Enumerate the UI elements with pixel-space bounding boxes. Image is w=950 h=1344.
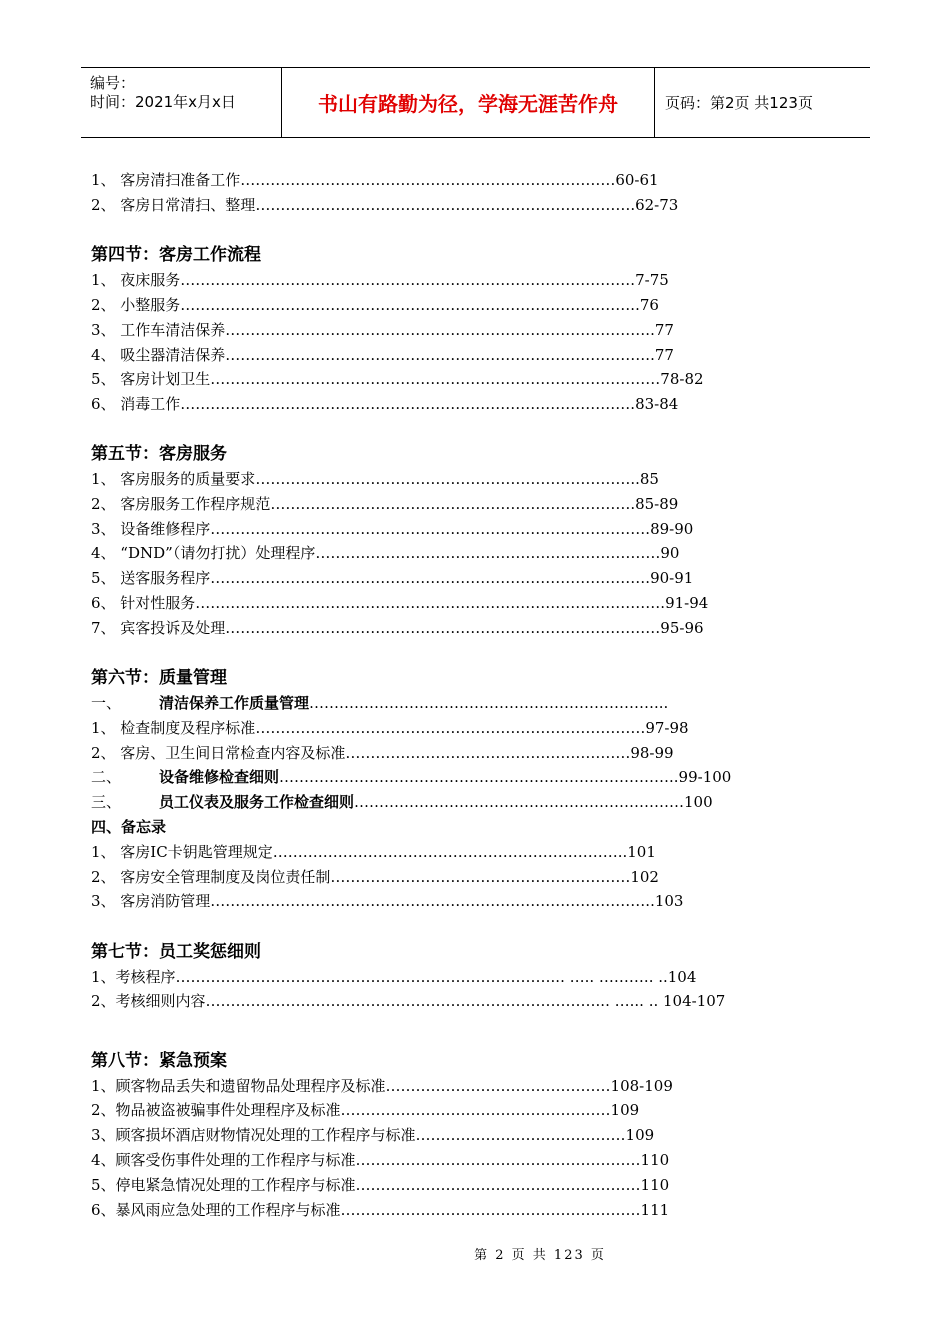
toc-entry: 1、 检查制度及程序标准……………………………………………………………………97-98 [91, 719, 689, 737]
toc-entry: 1、 客房服务的质量要求…………………………………………………………………..85 [91, 470, 659, 488]
subsection-leader: …………………………………………………………100 [354, 793, 713, 811]
subsection-number: 一、 [91, 694, 122, 712]
header-page-info: 页码：第2页 共123页 [665, 94, 813, 112]
toc-entry: 4、 “DND”（请勿打扰）处理程序……………………………………………………………90 [91, 544, 680, 562]
toc-entry: 3、 设备维修程序…………………………………………………………………………….89-90 [91, 520, 694, 538]
toc-entry: 7、 宾客投诉及处理……………………………………………………………………………95-96 [91, 619, 704, 637]
page-footer [0, 1248, 950, 1264]
subsection-title: 员工仪表及服务工作检查细则 [159, 793, 355, 811]
motto: 书山有路勤为径，学海无涯苦作舟 [318, 92, 618, 116]
document-number-label: 编号： [90, 74, 136, 92]
subsection-title: 清洁保养工作质量管理 [159, 694, 310, 712]
footer-page-number: 第 2 页 共 123 页 [474, 1248, 606, 1263]
header-motto-cell [282, 68, 655, 137]
toc-entry: 5、 送客服务程序…………………………………………………………………………….90-91 [91, 569, 694, 587]
toc-entry: 2、 小整服务………………………………………………………………………………..76 [91, 296, 659, 314]
toc-entry: 5、停电紧急情况处理的工作程序与标准…………………………………………………110 [91, 1176, 670, 1194]
toc-subsection [91, 792, 713, 812]
toc-entry: 1、 夜床服务……………………………………………………………………………….7-75 [91, 271, 669, 289]
toc-entry: 2、考核细则内容……………………………………………………………………... …... .. 104-107 [91, 992, 726, 1010]
toc-entry: 2、 客房、卫生间日常检查内容及标准…………………………………………………98-99 [91, 744, 674, 762]
header-left-cell [81, 68, 282, 137]
toc-entry: 6、暴风雨应急处理的工作程序与标准……………………………………………………111 [91, 1201, 670, 1219]
toc-entry: 6、 针对性服务………………………………………………………………………………….91-94 [91, 594, 709, 612]
header-right-cell [655, 68, 870, 137]
subsection-number: 二、 [91, 768, 122, 786]
section-heading: 第八节：紧急预案 [91, 1051, 227, 1071]
toc-entry: 3、顾客损坏酒店财物情况处理的工作程序与标准……………………………………109 [91, 1126, 655, 1144]
subsection-leader: ……………………………………………………………... [309, 694, 669, 712]
toc-entry: 6、 消毒工作……………………………………………………………………………….83-84 [91, 395, 679, 413]
toc-entry: 1、 客房IC卡钥匙管理规定……………………………………………………………..101 [91, 843, 656, 861]
toc-entry: 1、 客房清扫准备工作…………………………………………………………………60-61 [91, 171, 659, 189]
toc-entry: 3、 客房消防管理……………………………………………………………………………..103 [91, 892, 684, 910]
memo-heading: 四、备忘录 [91, 818, 167, 836]
page-header [81, 67, 870, 138]
toc-entry: 4、 吸尘器清洁保养…………………………………………………………………………..77 [91, 346, 674, 364]
toc-entry: 2、 客房安全管理制度及岗位责任制……………………………………………………102 [91, 868, 659, 886]
document-time-label: 时间：2021年x月x日 [90, 93, 236, 111]
toc-entry: 3、 工作车清洁保养…………………………………………………………………………..77 [91, 321, 674, 339]
section-heading: 第六节：质量管理 [91, 668, 227, 688]
section-heading: 第五节：客房服务 [91, 444, 227, 464]
subsection-number: 三、 [91, 793, 122, 811]
section-heading: 第四节：客房工作流程 [91, 245, 261, 265]
subsection-title: 设备维修检查细则 [159, 768, 280, 786]
toc-entry: 2、 客房日常清扫、整理………………………………………………………………….62-73 [91, 196, 679, 214]
subsection-leader: ……………………………………………………………………..99-100 [279, 768, 732, 786]
toc-entry: 1、顾客物品丢失和遗留物品处理程序及标准………………………………………108-109 [91, 1077, 673, 1095]
section-heading: 第七节：员工奖惩细则 [91, 942, 261, 962]
toc-subsection [91, 767, 731, 787]
toc-entry: 5、 客房计划卫生………………………………………………………………………………78-82 [91, 370, 704, 388]
toc-entry: 1、考核程序…………………………………………………………………... ….. ……….. ..104 [91, 968, 697, 986]
toc-entry: 2、 客房服务工作程序规范……………………………………………………………….85-89 [91, 495, 679, 513]
toc-entry: 2、物品被盗被骗事件处理程序及标准………………………………………………109 [91, 1101, 640, 1119]
toc-entry: 4、顾客受伤事件处理的工作程序与标准…………………………………………………110 [91, 1151, 670, 1169]
toc-subsection [91, 693, 668, 713]
